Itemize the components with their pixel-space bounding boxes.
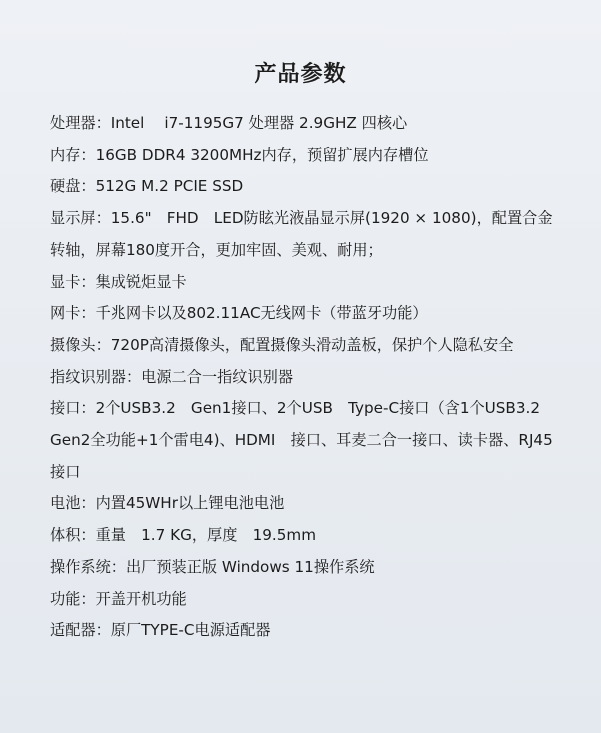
spec-ports: 接口：2个USB3.2 Gen1接口、2个USB Type-C接口（含1个USB3.2 Gen2全功能+1个雷电4)、HDMI 接口、耳麦二合一接口、读卡器、RJ45接口 (50, 399, 556, 481)
spec-list (50, 108, 560, 647)
spec-battery: 电池：内置45WHr以上锂电池电池 (50, 494, 285, 513)
spec-camera: 摄像头：720P高清摄像头，配置摄像头滑动盖板，保护个人隐私安全 (50, 335, 514, 354)
spec-storage: 硬盘：512G M.2 PCIE SSD (50, 177, 244, 196)
spec-features: 功能：开盖开机功能 (50, 589, 187, 608)
spec-os: 操作系统：出厂预装正版 Windows 11操作系统 (50, 557, 375, 576)
spec-processor: 处理器：Intel i7-1195G7 处理器 2.9GHZ 四核心 (50, 114, 408, 132)
spec-dimensions: 体积：重量 1.7 KG，厚度 19.5mm (50, 526, 316, 545)
page-title: 产品参数 (254, 62, 347, 87)
spec-network: 网卡：千兆网卡以及802.11AC无线网卡（带蓝牙功能） (50, 304, 428, 323)
spec-adapter: 适配器：原厂TYPE-C电源适配器 (50, 621, 271, 640)
spec-memory: 内存：16GB DDR4 3200MHz内存，预留扩展内存槽位 (50, 145, 429, 164)
spec-display: 显示屏：15.6" FHD LED防眩光液晶显示屏(1920 × 1080)，配置合金转轴，屏幕180度开合，更加牢固、美观、耐用； (50, 209, 553, 259)
spec-graphics: 显卡：集成锐炬显卡 (50, 272, 187, 291)
spec-fingerprint: 指纹识别器：电源二合一指纹识别器 (50, 367, 293, 386)
